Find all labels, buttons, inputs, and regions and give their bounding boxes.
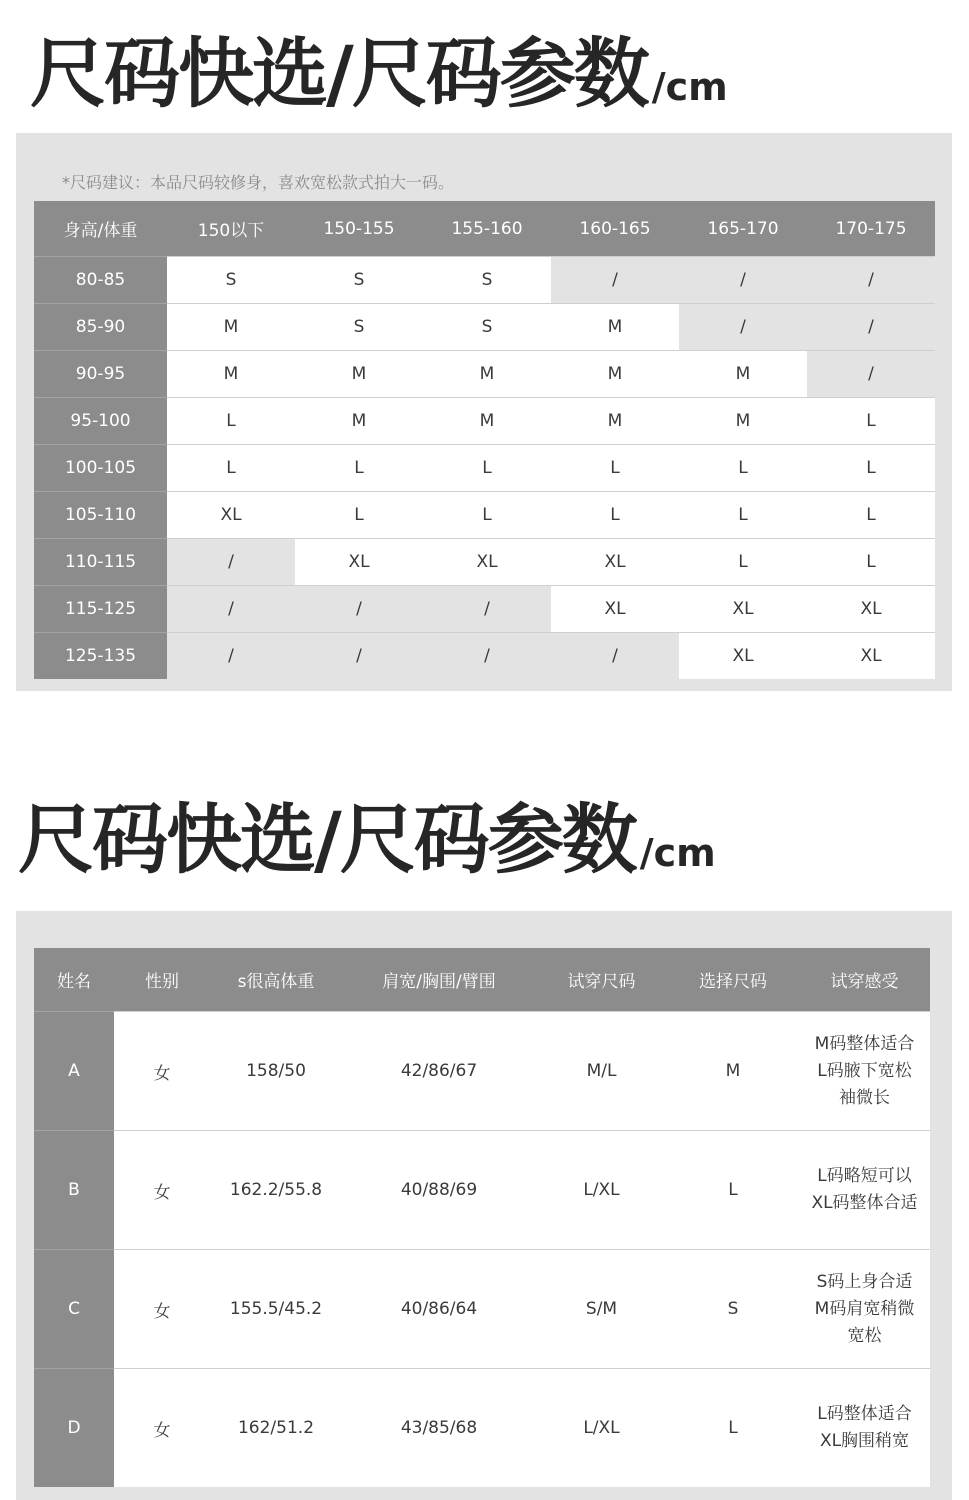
trial-cell: 42/86/67 [342,1012,536,1131]
trial-cell: S/M [536,1250,667,1369]
size-table [34,201,935,679]
table-row [34,1131,930,1250]
size-cell: L [807,445,935,492]
size-cell: M [167,304,295,351]
column-header: 姓名 [34,948,114,1012]
size-cell: M [551,304,679,351]
size-cell: / [807,351,935,398]
trial-cell: 女 [114,1012,210,1131]
size-cell: / [295,633,423,680]
table-row [34,633,935,680]
trial-cell: 女 [114,1369,210,1488]
trial-cell: L [667,1369,799,1488]
size-cell: S [423,257,551,304]
trial-cell: L/XL [536,1131,667,1250]
row-header: 115-125 [34,586,167,633]
table-row [34,398,935,445]
size-cell: S [423,304,551,351]
size-cell: / [679,257,807,304]
size-cell: L [551,445,679,492]
title-unit: /cm [639,831,716,875]
size-cell: / [167,586,295,633]
size-cell: S [167,257,295,304]
row-header: 85-90 [34,304,167,351]
column-header: 150-155 [295,201,423,257]
table-row [34,304,935,351]
trial-cell: 162.2/55.8 [210,1131,342,1250]
column-header: 肩宽/胸围/臂围 [342,948,536,1012]
size-cell: / [423,633,551,680]
title-text: 尺码快选/尺码参数 [30,29,648,118]
size-cell: M [551,351,679,398]
trial-feedback: S码上身合适 M码肩宽稍微 宽松 [799,1250,930,1369]
size-cell: L [551,492,679,539]
table-row [34,445,935,492]
trial-cell: 女 [114,1131,210,1250]
size-cell: XL [423,539,551,586]
trial-cell: 40/88/69 [342,1131,536,1250]
size-cell: L [679,539,807,586]
column-header: 170-175 [807,201,935,257]
trial-cell: 162/51.2 [210,1369,342,1488]
column-header: 155-160 [423,201,551,257]
size-cell: XL [167,492,295,539]
trial-feedback: L码整体适合 XL胸围稍宽 [799,1369,930,1488]
table-row [34,351,935,398]
table-row [34,1250,930,1369]
row-header: 110-115 [34,539,167,586]
trial-cell: M/L [536,1012,667,1131]
trial-cell: S [667,1250,799,1369]
size-cell: L [807,539,935,586]
size-cell: L [295,492,423,539]
size-cell: L [167,445,295,492]
size-chart-panel [16,133,952,691]
size-cell: / [807,304,935,351]
size-cell: L [679,492,807,539]
table-row [34,539,935,586]
table-row [34,257,935,304]
size-cell: XL [295,539,423,586]
trial-cell: L/XL [536,1369,667,1488]
tester-name: B [34,1131,114,1250]
size-cell: / [807,257,935,304]
size-cell: / [679,304,807,351]
size-table-header [34,201,935,257]
column-header: 性别 [114,948,210,1012]
size-cell: / [423,586,551,633]
size-cell: M [551,398,679,445]
size-cell: M [423,398,551,445]
trial-table-header [34,948,930,1012]
size-cell: XL [679,586,807,633]
size-cell: / [167,539,295,586]
size-cell: / [551,633,679,680]
table-row [34,1369,930,1488]
trial-feedback: M码整体适合 L码腋下宽松 袖微长 [799,1012,930,1131]
tester-name: A [34,1012,114,1131]
column-header: 身高/体重 [34,201,167,257]
column-header: 试穿尺码 [536,948,667,1012]
size-cell: S [295,257,423,304]
size-cell: L [295,445,423,492]
size-chart-title [30,29,728,118]
table-row [34,1012,930,1131]
size-cell: XL [807,633,935,680]
size-cell: M [167,351,295,398]
trial-panel [16,911,952,1500]
trial-feedback: L码略短可以 XL码整体合适 [799,1131,930,1250]
column-header: 160-165 [551,201,679,257]
row-header: 125-135 [34,633,167,680]
size-cell: M [679,351,807,398]
size-cell: L [167,398,295,445]
column-header: 165-170 [679,201,807,257]
row-header: 80-85 [34,257,167,304]
column-header: s很高体重 [210,948,342,1012]
size-cell: XL [551,539,679,586]
size-cell: L [423,492,551,539]
trial-cell: 40/86/64 [342,1250,536,1369]
size-cell: M [679,398,807,445]
row-header: 105-110 [34,492,167,539]
row-header: 100-105 [34,445,167,492]
size-cell: S [295,304,423,351]
trial-cell: 43/85/68 [342,1369,536,1488]
size-cell: XL [807,586,935,633]
row-header: 90-95 [34,351,167,398]
trial-table [34,948,930,1487]
trial-cell: M [667,1012,799,1131]
trial-cell: 158/50 [210,1012,342,1131]
row-header: 95-100 [34,398,167,445]
size-cell: / [295,586,423,633]
table-row [34,492,935,539]
tester-name: D [34,1369,114,1488]
column-header: 150以下 [167,201,295,257]
title-unit: /cm [651,65,728,109]
trial-title [18,795,716,884]
size-cell: L [807,492,935,539]
size-cell: XL [679,633,807,680]
size-cell: / [167,633,295,680]
size-note: *尺码建议：本品尺码较修身，喜欢宽松款式拍大一码。 [62,173,455,192]
column-header: 试穿感受 [799,948,930,1012]
tester-name: C [34,1250,114,1369]
trial-cell: 女 [114,1250,210,1369]
size-cell: M [423,351,551,398]
size-cell: L [423,445,551,492]
title-text: 尺码快选/尺码参数 [18,795,636,884]
column-header: 选择尺码 [667,948,799,1012]
size-cell: L [679,445,807,492]
size-cell: M [295,398,423,445]
table-row [34,586,935,633]
trial-cell: 155.5/45.2 [210,1250,342,1369]
size-cell: M [295,351,423,398]
size-cell: XL [551,586,679,633]
size-cell: / [551,257,679,304]
trial-cell: L [667,1131,799,1250]
size-cell: L [807,398,935,445]
